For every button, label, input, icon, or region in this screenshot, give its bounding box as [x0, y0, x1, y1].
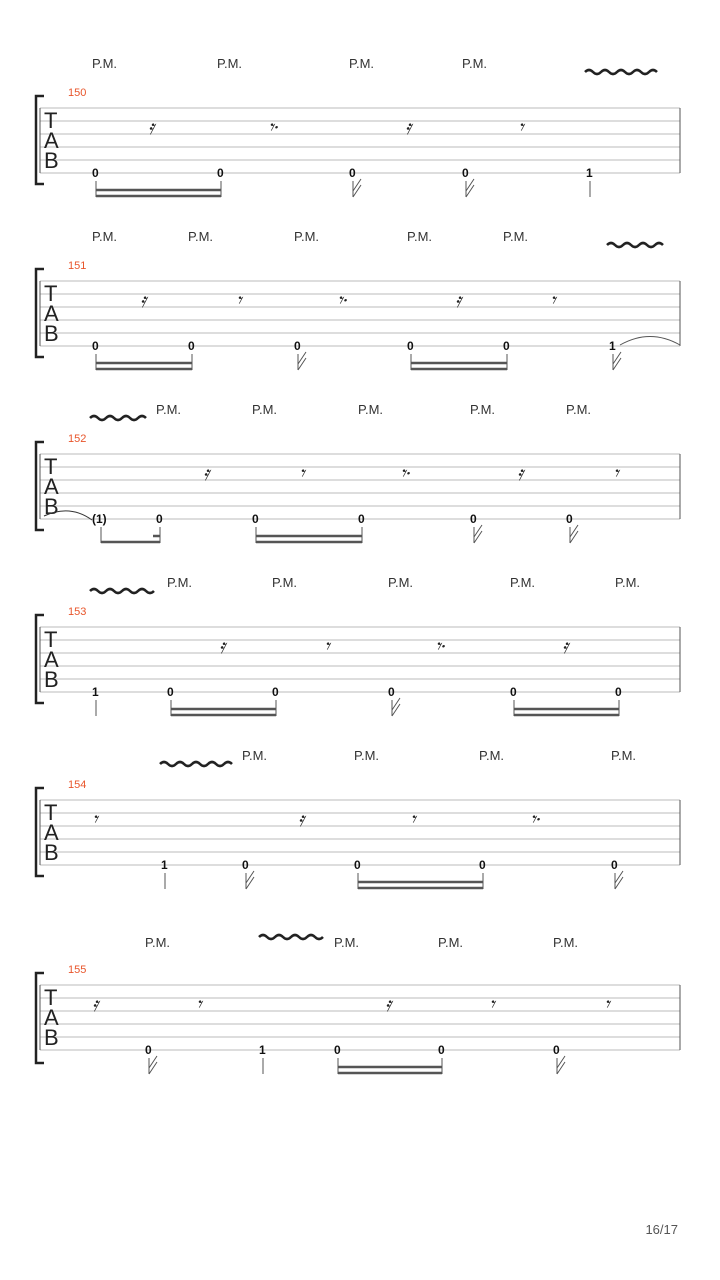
- vibrato-icon: [607, 243, 663, 247]
- rest-icon: 𝄾: [550, 288, 556, 312]
- staff-lines: [40, 627, 680, 692]
- rest-icon: 𝄾: [410, 807, 416, 831]
- palm-mute-label: P.M.: [553, 935, 579, 950]
- rests: [219, 634, 571, 658]
- measure-number: 150: [68, 87, 87, 99]
- fret-number: 0: [407, 339, 414, 353]
- rest-icon: 𝄿: [92, 992, 99, 1016]
- palm-mute-label: P.M.: [566, 402, 592, 417]
- tab-letter: A: [44, 128, 59, 153]
- fret-number: 1: [259, 1043, 266, 1057]
- tab-letter: B: [44, 321, 59, 346]
- fret-number: 0: [462, 166, 469, 180]
- tie-arc: [620, 337, 680, 346]
- rest-icon: 𝄾·: [435, 634, 447, 658]
- rests: [203, 461, 621, 485]
- rest-icon: 𝄾: [613, 461, 619, 485]
- pm-row: [160, 748, 636, 766]
- fret-number: 0: [92, 339, 99, 353]
- tab-letter: T: [44, 627, 58, 652]
- staff-lines: [40, 985, 680, 1050]
- rest-icon: 𝄾·: [268, 115, 280, 139]
- pm-row: [92, 229, 663, 247]
- vibrato-icon: [259, 935, 323, 939]
- palm-mute-label: P.M.: [615, 575, 641, 590]
- rest-icon: 𝄿: [203, 461, 210, 485]
- tab-letter: B: [44, 148, 59, 173]
- staff-lines: [40, 108, 680, 173]
- rest-icon: 𝄾: [518, 115, 524, 139]
- tab-letter: A: [44, 1005, 59, 1030]
- fret-number: 0: [167, 685, 174, 699]
- fret-number: 0: [294, 339, 301, 353]
- tab-letter: A: [44, 474, 59, 499]
- palm-mute-label: P.M.: [145, 935, 171, 950]
- palm-mute-label: P.M.: [294, 229, 320, 244]
- palm-mute-label: P.M.: [92, 229, 118, 244]
- tab-staff-svg: [0, 396, 720, 546]
- vibrato-icon: [90, 416, 146, 420]
- fret-number: 0: [334, 1043, 341, 1057]
- rests: [140, 288, 558, 312]
- measure-number: 155: [68, 964, 87, 976]
- palm-mute-label: P.M.: [510, 575, 536, 590]
- palm-mute-label: P.M.: [611, 748, 637, 763]
- rests: [92, 807, 542, 831]
- palm-mute-label: P.M.: [388, 575, 414, 590]
- fret-number: 0: [358, 512, 365, 526]
- tab-system-155: [0, 929, 720, 1079]
- pm-row: [90, 402, 591, 420]
- measure-number: 151: [68, 260, 87, 272]
- fret-number: 0: [615, 685, 622, 699]
- tab-staff-svg: [0, 569, 720, 719]
- measure-number: 154: [68, 779, 87, 791]
- fret-number: 0: [217, 166, 224, 180]
- tab-letter: B: [44, 667, 59, 692]
- palm-mute-label: P.M.: [92, 56, 118, 71]
- palm-mute-label: P.M.: [358, 402, 384, 417]
- tab-letter: T: [44, 985, 58, 1010]
- pm-row: [90, 575, 640, 593]
- fret-number: 0: [252, 512, 259, 526]
- fret-number: 0: [156, 512, 163, 526]
- fret-number: 0: [566, 512, 573, 526]
- palm-mute-label: P.M.: [462, 56, 488, 71]
- tab-system-153: [0, 569, 720, 719]
- rest-icon: 𝄾: [489, 992, 495, 1016]
- palm-mute-label: P.M.: [242, 748, 268, 763]
- fret-number: 0: [470, 512, 477, 526]
- stems-and-beams: [165, 871, 623, 889]
- measure-number: 153: [68, 606, 87, 618]
- fret-number: 0: [349, 166, 356, 180]
- fret-number: 1: [161, 858, 168, 872]
- palm-mute-label: P.M.: [156, 402, 182, 417]
- fret-number: 0: [553, 1043, 560, 1057]
- tab-letter: T: [44, 800, 58, 825]
- rest-icon: 𝄾: [92, 807, 98, 831]
- fret-number: 0: [92, 166, 99, 180]
- fret-number: (1): [92, 512, 107, 526]
- rests: [148, 115, 526, 139]
- rest-icon: 𝄿: [562, 634, 569, 658]
- rest-icon: 𝄾: [324, 634, 330, 658]
- fret-number: 0: [354, 858, 361, 872]
- tab-system-151: [0, 223, 720, 373]
- stems-and-beams: [96, 179, 590, 197]
- stems-and-beams: [101, 525, 578, 543]
- rest-icon: 𝄾: [299, 461, 305, 485]
- rest-icon: 𝄿: [455, 288, 462, 312]
- tab-letter: T: [44, 108, 58, 133]
- fret-number: 0: [272, 685, 279, 699]
- staff-lines: [40, 454, 680, 519]
- vibrato-icon: [160, 762, 232, 766]
- rest-icon: 𝄿: [148, 115, 155, 139]
- rest-icon: 𝄿: [405, 115, 412, 139]
- tab-letter: A: [44, 820, 59, 845]
- stems-and-beams: [96, 698, 619, 716]
- fret-number: 1: [92, 685, 99, 699]
- rest-icon: 𝄾·: [400, 461, 412, 485]
- palm-mute-label: P.M.: [349, 56, 375, 71]
- palm-mute-label: P.M.: [470, 402, 496, 417]
- fret-number: 0: [188, 339, 195, 353]
- fret-number: 0: [242, 858, 249, 872]
- staff-lines: [40, 281, 680, 346]
- tab-letter: T: [44, 454, 58, 479]
- tab-letter: B: [44, 1025, 59, 1050]
- fret-number: 1: [609, 339, 616, 353]
- rest-icon: 𝄾·: [530, 807, 542, 831]
- palm-mute-label: P.M.: [252, 402, 278, 417]
- vibrato-icon: [90, 589, 154, 593]
- fret-number: 0: [510, 685, 517, 699]
- tab-staff-svg: [0, 742, 720, 892]
- palm-mute-label: P.M.: [334, 935, 360, 950]
- measure-number: 152: [68, 433, 87, 445]
- rest-icon: 𝄾: [604, 992, 610, 1016]
- tab-letter: T: [44, 281, 58, 306]
- rest-icon: 𝄿: [140, 288, 147, 312]
- rest-icon: 𝄿: [385, 992, 392, 1016]
- tab-staff-svg: [0, 929, 720, 1079]
- palm-mute-label: P.M.: [503, 229, 529, 244]
- fret-number: 0: [388, 685, 395, 699]
- fret-number: 0: [503, 339, 510, 353]
- palm-mute-label: P.M.: [438, 935, 464, 950]
- fret-number: 1: [586, 166, 593, 180]
- stems-and-beams: [96, 337, 680, 371]
- rest-icon: 𝄿: [219, 634, 226, 658]
- rest-icon: 𝄿: [298, 807, 305, 831]
- fret-number: 0: [479, 858, 486, 872]
- palm-mute-label: P.M.: [217, 56, 243, 71]
- rest-icon: 𝄾: [236, 288, 242, 312]
- palm-mute-label: P.M.: [188, 229, 214, 244]
- pm-row: [92, 56, 657, 74]
- palm-mute-label: P.M.: [479, 748, 505, 763]
- tab-staff-svg: [0, 50, 720, 200]
- tab-letter: B: [44, 840, 59, 865]
- palm-mute-label: P.M.: [272, 575, 298, 590]
- fret-number: 0: [611, 858, 618, 872]
- rests: [92, 992, 612, 1016]
- fret-number: 0: [145, 1043, 152, 1057]
- rest-icon: 𝄾: [196, 992, 202, 1016]
- palm-mute-label: P.M.: [407, 229, 433, 244]
- palm-mute-label: P.M.: [167, 575, 193, 590]
- tab-letter: B: [44, 494, 59, 519]
- tab-system-150: [0, 50, 720, 200]
- tab-letter: A: [44, 647, 59, 672]
- tab-system-152: [0, 396, 720, 546]
- palm-mute-label: P.M.: [354, 748, 380, 763]
- page-number: 16/17: [645, 1222, 678, 1237]
- tab-staff-svg: [0, 223, 720, 373]
- rest-icon: 𝄾·: [337, 288, 349, 312]
- tab-system-154: [0, 742, 720, 892]
- fret-number: 0: [438, 1043, 445, 1057]
- stems-and-beams: [149, 1056, 565, 1074]
- rest-icon: 𝄿: [517, 461, 524, 485]
- staff-lines: [40, 800, 680, 865]
- tab-letter: A: [44, 301, 59, 326]
- pm-row: [145, 935, 578, 950]
- vibrato-icon: [585, 70, 657, 74]
